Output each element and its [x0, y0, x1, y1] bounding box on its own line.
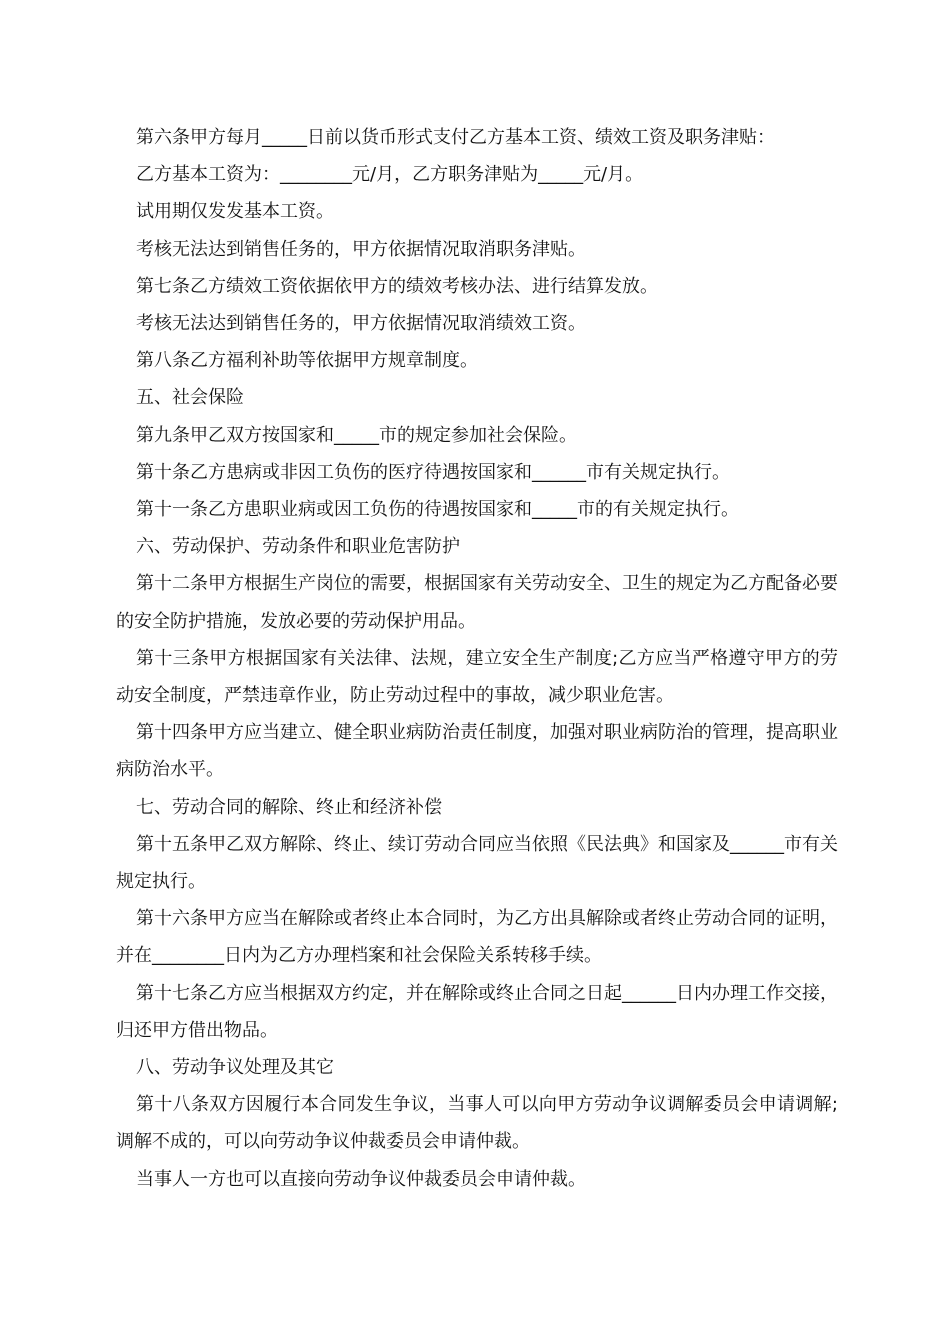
article-13-paragraph: 第十三条甲方根据国家有关法律、法规，建立安全生产制度;乙方应当严格遵守甲方的劳动安全制度，严禁违章作业，防止劳动过程中的事故，减少职业危害。 [116, 647, 838, 707]
section-8-heading: 八、劳动争议处理及其它 [136, 1057, 334, 1079]
direct-arbitration-paragraph: 当事人一方也可以直接向劳动争议仲裁委员会申请仲裁。 [136, 1168, 586, 1190]
article-11-paragraph: 第十一条乙方患职业病或因工负伤的待遇按国家和_____市的有关规定执行。 [136, 499, 739, 521]
section-7-heading: 七、劳动合同的解除、终止和经济补偿 [136, 796, 442, 818]
article-6-paragraph: 第六条甲方每月_____日前以货币形式支付乙方基本工资、绩效工资及职务津贴： [136, 127, 775, 148]
article-8-paragraph: 第八条乙方福利补助等依据甲方规章制度。 [136, 350, 478, 372]
section-6-heading: 六、劳动保护、劳动条件和职业危害防护 [136, 536, 460, 558]
article-16-paragraph: 第十六条甲方应当在解除或者终止本合同时，为乙方出具解除或者终止劳动合同的证明，并在________日内为乙方办理档案和社会保险关系转移手续。 [116, 908, 838, 967]
article-17-paragraph: 第十七条乙方应当根据双方约定，并在解除或终止合同之日起______日内办理工作交接，归还甲方借出物品。 [116, 982, 838, 1041]
document-body [116, 119, 838, 1198]
allowance-cancel-paragraph: 考核无法达到销售任务的，甲方依据情况取消职务津贴。 [136, 238, 586, 260]
article-9-paragraph: 第九条甲乙双方按国家和_____市的规定参加社会保险。 [136, 424, 577, 446]
salary-amount-paragraph: 乙方基本工资为：________元/月，乙方职务津贴为_____元/月。 [136, 164, 644, 186]
article-18-paragraph: 第十八条双方因履行本合同发生争议，当事人可以向甲方劳动争议调解委员会申请调解;调解不成的，可以向劳动争议仲裁委员会申请仲裁。 [116, 1094, 838, 1153]
performance-cancel-paragraph: 考核无法达到销售任务的，甲方依据情况取消绩效工资。 [136, 313, 586, 335]
article-7-paragraph: 第七条乙方绩效工资依据依甲方的绩效考核办法、进行结算发放。 [136, 275, 658, 297]
article-12-paragraph: 第十二条甲方根据生产岗位的需要，根据国家有关劳动安全、卫生的规定为乙方配备必要的安全防护措施，发放必要的劳动保护用品。 [116, 573, 838, 632]
article-15-paragraph: 第十五条甲乙双方解除、终止、续订劳动合同应当依照《民法典》和国家及______市有关规定执行。 [116, 833, 838, 893]
section-5-heading: 五、社会保险 [136, 387, 244, 409]
article-10-paragraph: 第十条乙方患病或非因工负伤的医疗待遇按国家和______市有关规定执行。 [136, 461, 730, 483]
probation-pay-paragraph: 试用期仅发发基本工资。 [136, 201, 334, 223]
article-14-paragraph: 第十四条甲方应当建立、健全职业病防治责任制度，加强对职业病防治的管理，提高职业病防治水平。 [116, 722, 838, 781]
